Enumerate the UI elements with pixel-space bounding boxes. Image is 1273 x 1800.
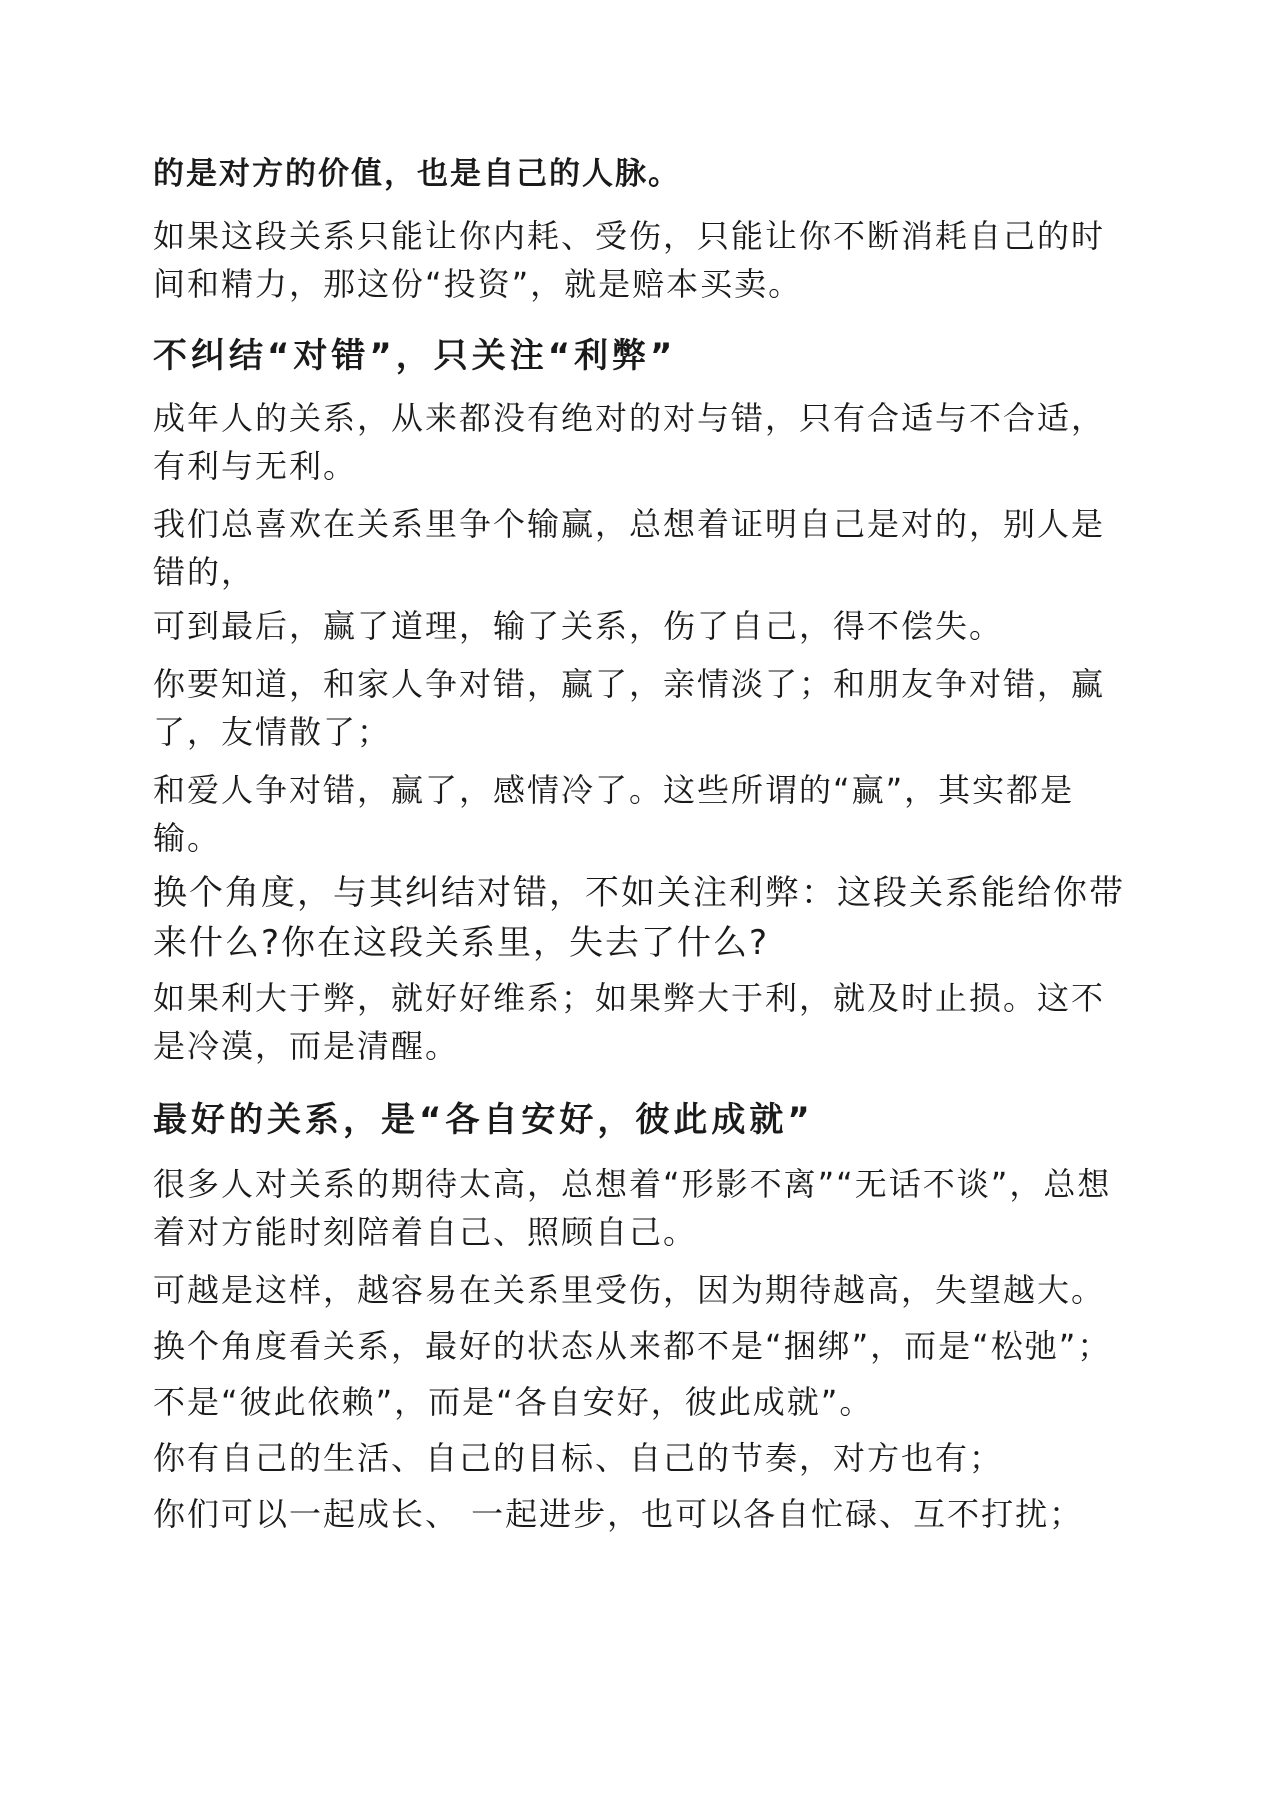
paragraph-12 [153, 1322, 1113, 1370]
paragraph-2 [153, 212, 1113, 308]
text-line: 和爱人争对错，赢了，感情冷了。这些所谓的“赢”，其实都是 [153, 771, 1075, 809]
paragraph-5 [153, 602, 1113, 650]
text-line: 来什么?你在这段关系里，失去了什么? [153, 923, 770, 963]
paragraph-14 [153, 1434, 1113, 1482]
text-line: 换个角度，与其纠结对错，不如关注利弊：这段关系能给你带 [153, 873, 1125, 913]
paragraph-13 [153, 1378, 1113, 1426]
text-line: 着对方能时刻陪着自己、照顾自己。 [153, 1213, 698, 1251]
text-line: 了，友情散了； [153, 713, 392, 751]
text-line: 可到最后，赢了道理，输了关系，伤了自己，得不偿失。 [153, 607, 1004, 645]
paragraph-8 [153, 868, 1125, 968]
paragraph-6 [153, 660, 1113, 756]
text-line: 可越是这样，越容易在关系里受伤，因为期待越高，失望越大。 [153, 1271, 1106, 1309]
paragraph-9 [153, 974, 1113, 1070]
text-line: 输。 [153, 819, 222, 857]
paragraph-3 [153, 394, 1113, 490]
text-line: 你要知道，和家人争对错，赢了，亲情淡了；和朋友争对错，赢 [153, 665, 1106, 703]
paragraph-15 [153, 1490, 1113, 1538]
paragraph-4 [153, 500, 1113, 596]
section-heading-1 [153, 328, 1113, 384]
document-page [153, 150, 1125, 1544]
text-line: 你们可以一起成长、 一起进步，也可以各自忙碌、互不打扰； [153, 1495, 1084, 1533]
text-line: 你有自己的生活、自己的目标、自己的节奏，对方也有； [153, 1439, 1004, 1477]
paragraph-7 [153, 766, 1113, 862]
text-line: 有利与无利。 [153, 447, 358, 485]
paragraph-1 [153, 150, 1113, 198]
text-line: 如果这段关系只能让你内耗、受伤，只能让你不断消耗自己的时 [153, 217, 1106, 255]
paragraph-10 [153, 1160, 1113, 1256]
text-line: 的是对方的价值，也是自己的人脉。 [153, 156, 681, 192]
text-line: 错的， [153, 553, 256, 591]
section-heading-2 [153, 1092, 1113, 1148]
text-line: 间和精力，那这份“投资”，就是赔本买卖。 [153, 265, 803, 303]
heading-text: 不纠结“对错”，只关注“利弊” [153, 336, 677, 376]
text-line: 换个角度看关系，最好的状态从来都不是“捆绑”，而是“松弛”； [153, 1327, 1112, 1365]
text-line: 我们总喜欢在关系里争个输赢，总想着证明自己是对的，别人是 [153, 505, 1106, 543]
text-line: 很多人对关系的期待太高，总想着“形影不离”“无话不谈”，总想 [153, 1165, 1112, 1203]
paragraph-11 [153, 1266, 1113, 1314]
text-line: 如果利大于弊，就好好维系；如果弊大于利，就及时止损。这不 [153, 979, 1106, 1017]
text-line: 成年人的关系，从来都没有绝对的对与错，只有合适与不合适， [153, 399, 1106, 437]
text-line: 不是“彼此依赖”，而是“各自安好，彼此成就”。 [153, 1383, 874, 1421]
heading-text: 最好的关系，是“各自安好，彼此成就” [153, 1100, 814, 1140]
text-line: 是冷漠，而是清醒。 [153, 1027, 460, 1065]
